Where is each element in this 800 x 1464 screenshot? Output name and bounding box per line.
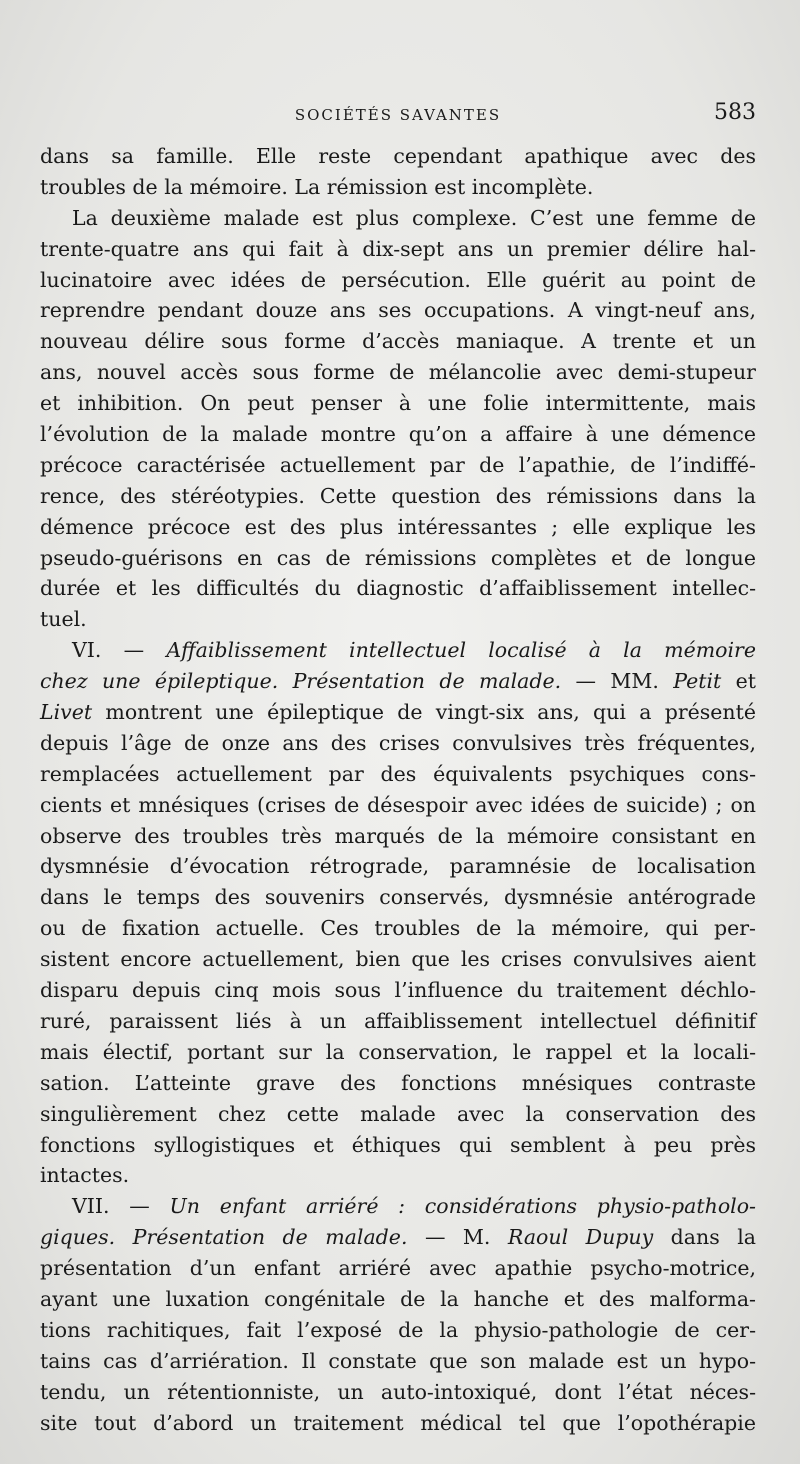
text-line — [40, 604, 756, 635]
text-span: mais électif, portant sur la conservation, le rappel et la locali- — [40, 1039, 756, 1064]
text-span: fonctions syllogistiques et éthiques qui semblent à peu près — [40, 1132, 756, 1157]
text-line — [40, 573, 756, 604]
text-span: précoce caractérisée actuellement par de l’apathie, de l’indiffé- — [40, 452, 756, 477]
text-span: lucinatoire avec idées de persécution. Elle guérit au point de — [40, 267, 756, 292]
text-line — [40, 295, 756, 326]
text-line — [40, 851, 756, 882]
text-span: remplacées actuellement par des équivalents psychiques cons- — [40, 761, 756, 786]
text-span: reprendre pendant douze ans ses occupations. A vingt-neuf ans, — [40, 298, 756, 323]
text-span: dans le temps des souvenirs conservés, dysmnésie antérograde — [40, 885, 756, 910]
text-line — [40, 234, 756, 265]
text-span: l’évolution de la malade montre qu’on a affaire à une démence — [40, 422, 756, 447]
italic-text: Petit — [673, 669, 722, 694]
text-span: dans sa famille. Elle reste cependant apathique avec des — [40, 144, 756, 168]
text-span: VII. — — [72, 1194, 170, 1219]
text-span: et — [721, 669, 756, 694]
text-line — [40, 821, 756, 852]
text-line — [40, 512, 756, 543]
text-line — [40, 728, 756, 759]
text-span: observe des troubles très marqués de la mémoire consistant en — [40, 823, 756, 848]
text-line — [40, 1037, 756, 1068]
italic-text: giques. Présentation de malade. — [40, 1225, 408, 1250]
text-line — [40, 1284, 756, 1315]
text-span: tions rachitiques, fait l’exposé de la physio-pathologie de cer- — [40, 1317, 756, 1342]
text-line — [40, 1222, 756, 1253]
text-line — [40, 1068, 756, 1099]
text-span: — MM. — [561, 669, 674, 694]
italic-text: Un enfant arriéré : considérations physio-patholo- — [169, 1194, 756, 1219]
text-line — [40, 1130, 756, 1161]
text-span: tendu, un rétentionniste, un auto-intoxiqué, dont l’état néces- — [40, 1379, 756, 1404]
text-line — [40, 635, 756, 666]
italic-text: chez une épileptique. Présentation de malade. — [40, 669, 562, 694]
text-line — [40, 357, 756, 388]
text-span: nouveau délire sous forme d’accès maniaque. A trente et un — [40, 329, 756, 354]
page-number: 583 — [714, 100, 756, 125]
text-span: sistent encore actuellement, bien que les crises convulsives aient — [40, 947, 756, 972]
text-line — [40, 326, 756, 357]
text-line — [40, 450, 756, 481]
text-span: troubles de la mémoire. La rémission est incomplète. — [40, 174, 594, 199]
text-span: durée et les difficultés du diagnostic d’affaiblissement intellec- — [40, 576, 756, 601]
text-line — [40, 1377, 756, 1408]
text-span: cients et mnésiques (crises de désespoir avec idées de suicide) ; on — [40, 792, 756, 817]
text-span: tuel. — [40, 607, 87, 632]
text-span: démence précoce est des plus intéressantes ; elle explique les — [40, 514, 756, 539]
text-line — [40, 913, 756, 944]
italic-text: Raoul Dupuy — [507, 1225, 654, 1250]
text-line — [40, 419, 756, 450]
text-span: disparu depuis cinq mois sous l’influence du traitement déchlo- — [40, 978, 756, 1003]
text-span: tains cas d’arriération. Il constate que son malade est un hypo- — [40, 1348, 756, 1373]
text-line — [40, 388, 756, 419]
text-line — [40, 944, 756, 975]
text-line — [40, 1191, 756, 1222]
text-line — [40, 1160, 756, 1191]
text-line — [40, 1346, 756, 1377]
text-span: depuis l’âge de onze ans des crises convulsives très fréquentes, — [40, 730, 756, 755]
text-span: site tout d’abord un traitement médical tel que l’opothérapie — [40, 1410, 756, 1435]
text-span: singulièrement chez cette malade avec la conservation des — [40, 1101, 756, 1126]
text-span: ayant une luxation congénitale de la hanche et des malforma- — [40, 1286, 756, 1311]
text-line — [40, 172, 756, 203]
text-line — [40, 1408, 756, 1439]
text-line — [40, 790, 756, 821]
text-span: et inhibition. On peut penser à une folie intermittente, mais — [40, 391, 756, 416]
text-span: VI. — — [72, 638, 167, 663]
text-span: ruré, paraissent liés à un affaiblissement intellectuel définitif — [40, 1008, 756, 1033]
text-line — [40, 1253, 756, 1284]
text-line — [40, 1006, 756, 1037]
text-span: sation. L’atteinte grave des fonctions mnésiques contraste — [40, 1070, 756, 1095]
text-line — [40, 1315, 756, 1346]
text-line — [40, 759, 756, 790]
text-span: intactes. — [40, 1163, 130, 1188]
text-line — [40, 882, 756, 913]
text-line — [40, 481, 756, 512]
text-line — [40, 543, 756, 574]
text-span: — M. — [407, 1225, 508, 1250]
text-line — [40, 1099, 756, 1130]
text-line — [40, 975, 756, 1006]
italic-text: Livet — [40, 700, 93, 725]
text-line — [40, 666, 756, 697]
text-span: dysmnésie d’évocation rétrograde, paramnésie de localisation — [40, 854, 756, 879]
text-span: montrent une épileptique de vingt-six ans, qui a présenté — [92, 700, 756, 725]
text-span: présentation d’un enfant arriéré avec apathie psycho-motrice, — [40, 1256, 756, 1281]
text-span: trente-quatre ans qui fait à dix-sept ans un premier délire hal- — [40, 236, 756, 261]
text-line — [40, 141, 756, 172]
text-line — [40, 697, 756, 728]
body-text — [40, 141, 756, 1438]
text-span: La deuxième malade est plus complexe. C’est une femme de — [72, 205, 756, 230]
text-span: dans la — [653, 1225, 756, 1250]
text-span: pseudo-guérisons en cas de rémissions complètes et de longue — [40, 545, 756, 570]
text-line — [40, 203, 756, 234]
text-span: rence, des stéréotypies. Cette question des rémissions dans la — [40, 483, 756, 508]
page-header — [40, 100, 756, 132]
text-line — [40, 265, 756, 296]
text-span: ans, nouvel accès sous forme de mélancolie avec demi-stupeur — [40, 360, 756, 385]
italic-text: Affaiblissement intellectuel localisé à la mémoire — [166, 638, 756, 663]
running-head: SOCIÉTÉS SAVANTES — [294, 106, 502, 124]
text-span: ou de fixation actuelle. Ces troubles de la mémoire, qui per- — [40, 916, 756, 941]
